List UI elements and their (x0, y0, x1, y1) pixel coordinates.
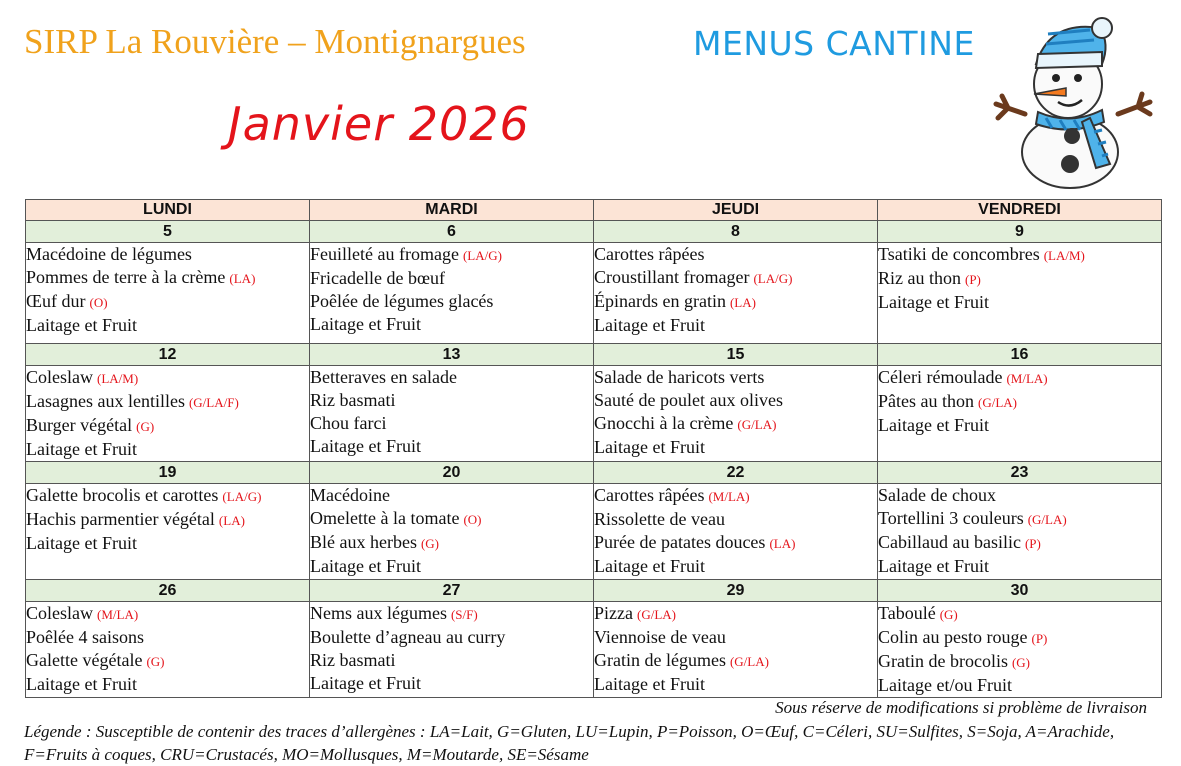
dish-name: Omelette à la tomate (310, 508, 460, 528)
menu-cell (594, 243, 878, 344)
dish-name: Purée de patates douces (594, 532, 766, 552)
date-cell: 13 (310, 344, 594, 366)
dish-name: Carottes râpées (594, 485, 705, 505)
dish-name: Salade de haricots verts (594, 367, 765, 387)
allergen-code: (M/LA) (1006, 371, 1048, 386)
dish-name: Sauté de poulet aux olives (594, 390, 783, 410)
dish-line (26, 626, 309, 649)
dish-name: Riz au thon (878, 268, 961, 288)
dish-name: Gratin de légumes (594, 650, 726, 670)
date-cell: 15 (594, 344, 878, 366)
dish-line (310, 412, 593, 435)
dish-name: Hachis parmentier végétal (26, 509, 215, 529)
dish-name: Rissolette de veau (594, 509, 725, 529)
dish-line (310, 507, 593, 531)
allergen-code: (M/LA) (708, 489, 750, 504)
dish-line (878, 626, 1161, 650)
dish-line (26, 673, 309, 696)
dish-line (594, 484, 877, 508)
dish-line (594, 366, 877, 389)
dish-line (594, 412, 877, 436)
day-header: LUNDI (26, 200, 310, 221)
date-cell: 20 (310, 462, 594, 484)
dish-line (310, 366, 593, 389)
date-cell: 5 (26, 221, 310, 243)
dish-line (594, 266, 877, 290)
dish-line (310, 267, 593, 290)
dish-name: Tsatiki de concombres (878, 244, 1040, 264)
menu-table (25, 199, 1162, 698)
snowman-icon (990, 14, 1160, 190)
dish-line (878, 531, 1161, 555)
menu-row (26, 484, 1162, 580)
menu-row (26, 243, 1162, 344)
dish-name: Poêlée de légumes glacés (310, 291, 494, 311)
dish-line (310, 290, 593, 313)
dish-name: Pâtes au thon (878, 391, 974, 411)
dish-name: Laitage et Fruit (26, 439, 137, 459)
allergen-code: (G/LA) (978, 395, 1017, 410)
date-cell: 22 (594, 462, 878, 484)
dish-name: Feuilleté au fromage (310, 244, 459, 264)
allergen-code: (O) (463, 512, 482, 527)
date-cell: 8 (594, 221, 878, 243)
dish-name: Colin au pesto rouge (878, 627, 1028, 647)
dish-line (26, 243, 309, 266)
dish-name: Épinards en gratin (594, 291, 726, 311)
dish-line (594, 508, 877, 531)
dish-name: Céleri rémoulade (878, 367, 1003, 387)
dish-line (310, 602, 593, 626)
dish-line (26, 314, 309, 337)
menu-cell (878, 484, 1162, 580)
dish-line (878, 243, 1161, 267)
date-cell: 23 (878, 462, 1162, 484)
dish-line (26, 602, 309, 626)
dish-name: Laitage et Fruit (878, 292, 989, 312)
dish-line (26, 532, 309, 555)
dish-name: Laitage et Fruit (310, 673, 421, 693)
dish-line (310, 649, 593, 672)
dish-name: Gnocchi à la crème (594, 413, 734, 433)
dish-name: Œuf dur (26, 291, 86, 311)
allergen-code: (G/LA/F) (188, 395, 239, 410)
dish-name: Laitage et Fruit (26, 674, 137, 694)
dish-line (26, 508, 309, 532)
dish-line (310, 555, 593, 578)
date-cell: 9 (878, 221, 1162, 243)
dish-line (26, 649, 309, 673)
menu-cell (878, 602, 1162, 698)
date-cell: 30 (878, 580, 1162, 602)
allergen-code: (LA) (729, 295, 756, 310)
dish-line (878, 267, 1161, 291)
allergen-code: (LA/G) (462, 248, 502, 263)
dish-name: Laitage et Fruit (594, 437, 705, 457)
dish-name: Laitage et Fruit (310, 314, 421, 334)
dish-name: Coleslaw (26, 603, 93, 623)
dish-line (594, 555, 877, 578)
day-header: MARDI (310, 200, 594, 221)
dish-name: Burger végétal (26, 415, 133, 435)
dish-name: Boulette d’agneau au curry (310, 627, 506, 647)
menu-cell (594, 366, 878, 462)
dish-line (310, 531, 593, 555)
dish-line (878, 555, 1161, 578)
reserve-note: Sous réserve de modifications si problème de livraison (775, 698, 1147, 717)
dish-name: Tortellini 3 couleurs (878, 508, 1024, 528)
dish-name: Laitage et Fruit (310, 556, 421, 576)
dish-line (26, 438, 309, 461)
dish-name: Pommes de terre à la crème (26, 267, 226, 287)
dish-name: Macédoine (310, 485, 390, 505)
dish-name: Laitage et Fruit (594, 674, 705, 694)
dish-name: Blé aux herbes (310, 532, 417, 552)
menu-cell (26, 484, 310, 580)
dish-line (594, 531, 877, 555)
allergen-code: (G) (1011, 655, 1031, 670)
dish-line (878, 366, 1161, 390)
dish-line (310, 626, 593, 649)
dish-name: Laitage et Fruit (310, 436, 421, 456)
menus-title: MENUS CANTINE (693, 24, 975, 63)
dish-line (310, 484, 593, 507)
allergen-code: (G/LA) (737, 417, 777, 432)
allergen-code: (LA/M) (97, 371, 139, 386)
dish-line (594, 290, 877, 314)
dish-line (878, 650, 1161, 674)
dish-line (594, 243, 877, 266)
allergen-code: (LA/G) (753, 271, 793, 286)
allergen-code: (G/LA) (729, 654, 769, 669)
allergen-code: (LA) (218, 513, 245, 528)
allergen-code: (G) (420, 536, 440, 551)
date-cell: 16 (878, 344, 1162, 366)
dish-line (310, 243, 593, 267)
dish-name: Chou farci (310, 413, 387, 433)
dish-line (878, 291, 1161, 314)
date-row (26, 462, 1162, 484)
allergen-code: (G/LA) (636, 607, 676, 622)
dish-name: Galette brocolis et carottes (26, 485, 219, 505)
dish-name: Riz basmati (310, 390, 396, 410)
date-row (26, 344, 1162, 366)
date-cell: 6 (310, 221, 594, 243)
dish-line (594, 626, 877, 649)
allergen-code: (G) (939, 607, 958, 622)
dish-name: Riz basmati (310, 650, 396, 670)
dish-line (594, 649, 877, 673)
dish-name: Carottes râpées (594, 244, 705, 264)
allergen-code: (LA/M) (1043, 248, 1085, 263)
dish-line (310, 389, 593, 412)
dish-name: Laitage et Fruit (26, 315, 137, 335)
dish-name: Lasagnes aux lentilles (26, 391, 185, 411)
dish-name: Laitage et Fruit (878, 415, 989, 435)
dish-name: Taboulé (878, 603, 936, 623)
allergen-code: (LA) (769, 536, 796, 551)
dish-name: Laitage et Fruit (878, 556, 989, 576)
allergen-code: (G) (136, 419, 155, 434)
dish-line (594, 602, 877, 626)
dish-name: Macédoine de légumes (26, 244, 192, 264)
day-header: VENDREDI (878, 200, 1162, 221)
menu-cell (878, 243, 1162, 344)
dish-line (310, 435, 593, 458)
date-cell: 26 (26, 580, 310, 602)
dish-name: Laitage et Fruit (26, 533, 137, 553)
dish-name: Coleslaw (26, 367, 93, 387)
date-cell: 29 (594, 580, 878, 602)
dish-line (26, 414, 309, 438)
menu-cell (310, 602, 594, 698)
allergen-code: (S/F) (450, 607, 478, 622)
dish-line (26, 290, 309, 314)
dish-name: Viennoise de veau (594, 627, 726, 647)
dish-name: Poêlée 4 saisons (26, 627, 144, 647)
date-cell: 12 (26, 344, 310, 366)
dish-line (26, 484, 309, 508)
dish-line (26, 266, 309, 290)
dish-line (594, 436, 877, 459)
date-row (26, 580, 1162, 602)
menu-cell (594, 602, 878, 698)
allergen-code: (LA) (229, 271, 256, 286)
allergen-legend: Légende : Susceptible de contenir des traces d’allergènes : LA=Lait, G=Gluten, LU=Lupin, P=Poisson, O=Œuf, C=Céleri, SU=Sulfites, S=Soja, A=Arachide, F=Fruits à coques, CRU=Crustacés, MO=Mollusques, M=Moutarde, SE=Sésame (24, 722, 1115, 764)
date-cell: 19 (26, 462, 310, 484)
dish-name: Laitage et/ou Fruit (878, 675, 1012, 695)
dish-name: Gratin de brocolis (878, 651, 1008, 671)
dish-line (878, 602, 1161, 626)
day-header-row (26, 200, 1162, 221)
menu-cell (594, 484, 878, 580)
dish-name: Nems aux légumes (310, 603, 447, 623)
dish-name: Pizza (594, 603, 633, 623)
dish-name: Betteraves en salade (310, 367, 457, 387)
allergen-code: (M/LA) (97, 607, 139, 622)
dish-line (310, 672, 593, 695)
dish-line (594, 673, 877, 696)
allergen-code: (P) (1031, 631, 1048, 646)
dish-line (878, 484, 1161, 507)
dish-line (594, 314, 877, 337)
menu-cell (310, 243, 594, 344)
dish-name: Laitage et Fruit (594, 315, 705, 335)
day-header: JEUDI (594, 200, 878, 221)
allergen-code: (G) (146, 654, 165, 669)
dish-name: Salade de choux (878, 485, 996, 505)
date-row (26, 221, 1162, 243)
menu-row (26, 602, 1162, 698)
dish-name: Fricadelle de bœuf (310, 268, 445, 288)
dish-line (26, 366, 309, 390)
allergen-code: (P) (1024, 536, 1041, 551)
dish-line (878, 674, 1161, 697)
menu-cell (310, 484, 594, 580)
menu-row (26, 366, 1162, 462)
allergen-code: (G/LA) (1027, 512, 1067, 527)
date-cell: 27 (310, 580, 594, 602)
allergen-code: (LA/G) (222, 489, 262, 504)
month-title: Janvier 2026 (228, 97, 530, 151)
dish-line (594, 389, 877, 412)
dish-name: Cabillaud au basilic (878, 532, 1021, 552)
allergen-code: (O) (89, 295, 108, 310)
dish-line (878, 390, 1161, 414)
dish-line (310, 313, 593, 336)
allergen-code: (P) (965, 272, 981, 287)
dish-line (878, 414, 1161, 437)
menu-cell (310, 366, 594, 462)
menu-cell (26, 366, 310, 462)
dish-name: Galette végétale (26, 650, 143, 670)
organization-title: SIRP La Rouvière – Montignargues (24, 22, 526, 61)
menu-cell (26, 602, 310, 698)
menu-cell (26, 243, 310, 344)
dish-line (878, 507, 1161, 531)
dish-line (26, 390, 309, 414)
dish-name: Croustillant fromager (594, 267, 750, 287)
dish-name: Laitage et Fruit (594, 556, 705, 576)
menu-cell (878, 366, 1162, 462)
